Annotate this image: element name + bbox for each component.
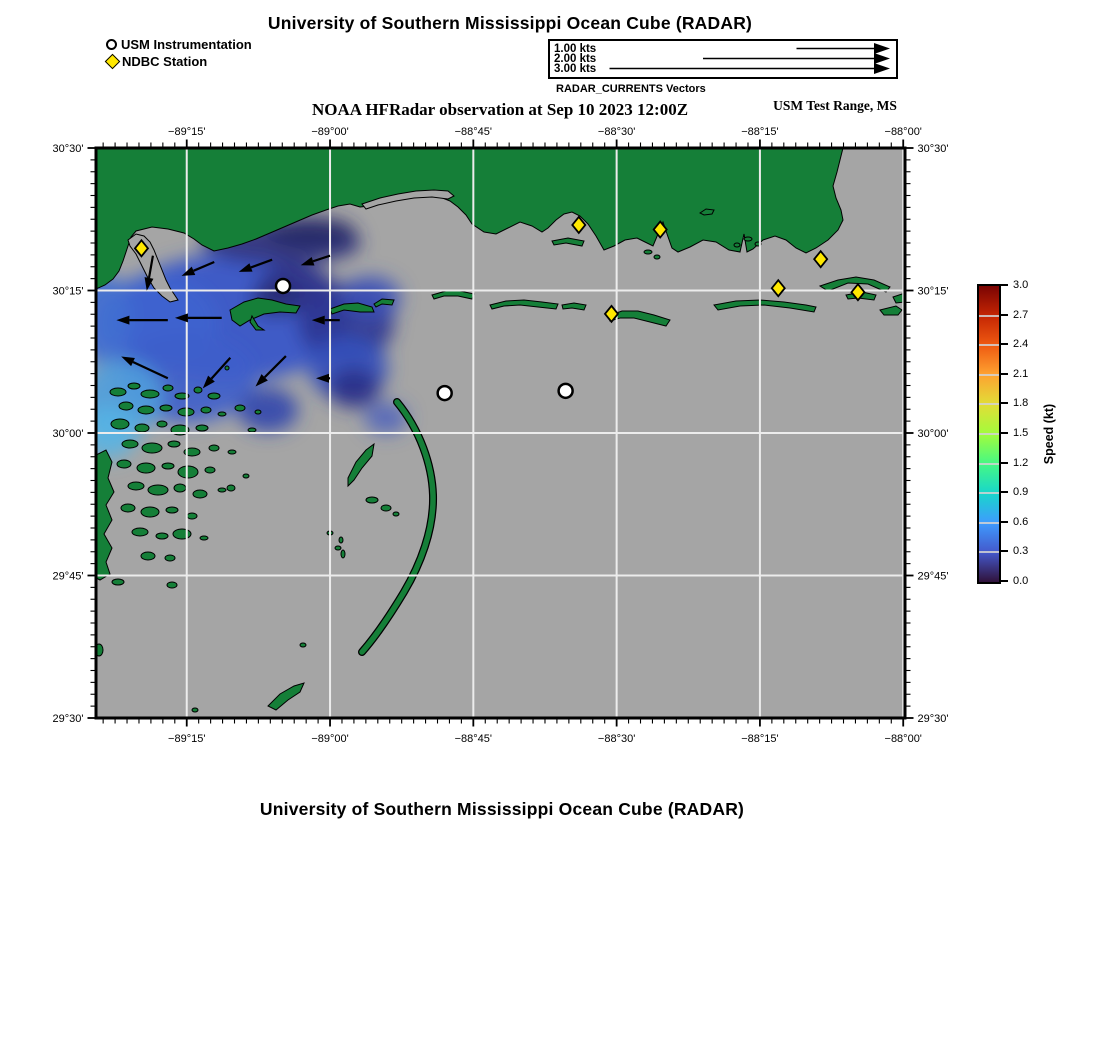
marsh-islet — [110, 388, 126, 396]
lat-label-right: 30°15' — [917, 285, 949, 298]
marsh-islet — [112, 579, 124, 585]
marsh-islet — [196, 425, 208, 431]
colorbar-tick-label: 1.5 — [1013, 427, 1029, 439]
marsh-islet — [117, 460, 131, 468]
colorbar-tick-label: 3.0 — [1013, 279, 1029, 291]
marsh-islet — [141, 390, 159, 398]
marsh-islet — [300, 643, 306, 647]
marsh-islet — [160, 405, 172, 411]
vector-scale-row-2: 2.00 kts — [554, 53, 597, 65]
colorbar-tick — [1001, 284, 1008, 286]
colorbar-tick-label: 2.4 — [1013, 338, 1029, 351]
lon-label-top: −88°30' — [597, 126, 636, 138]
marsh-islet — [225, 366, 229, 370]
figure-title-bottom: University of Southern Mississippi Ocean Cube (RADAR) — [259, 799, 745, 819]
marsh-islet — [138, 406, 154, 414]
colorbar-tick — [1001, 432, 1008, 434]
colorbar-tick-label: 0.3 — [1013, 545, 1029, 558]
marsh-islet — [128, 482, 144, 490]
marsh-islet — [235, 405, 245, 411]
marsh-islet — [192, 708, 198, 712]
speed-patch — [328, 368, 380, 408]
lon-label-top: −88°15' — [741, 126, 779, 138]
lat-label-left: 29°30' — [52, 713, 84, 725]
marsh-islet — [393, 512, 399, 516]
lat-label-left: 30°15' — [52, 285, 84, 298]
lon-label-bottom: −88°45' — [454, 733, 493, 745]
marsh-islet — [366, 497, 378, 503]
colorbar-tick-label: 1.8 — [1013, 397, 1029, 410]
marsh-islet — [228, 450, 236, 454]
marsh-islet — [187, 513, 197, 519]
legend-label-ndbc: NDBC Station — [122, 54, 208, 69]
colorbar-tick — [1001, 580, 1008, 582]
marsh-islet — [162, 463, 174, 469]
usm-instrumentation-marker — [438, 386, 452, 400]
colorbar-separator — [979, 522, 999, 524]
usm-instrumentation-marker — [559, 384, 573, 398]
colorbar-tick — [1001, 550, 1008, 552]
lat-label-right: 29°30' — [917, 713, 949, 725]
colorbar — [977, 284, 1001, 584]
colorbar-separator — [979, 315, 999, 317]
colorbar-tick — [1001, 402, 1008, 404]
legend-label-usm: USM Instrumentation — [121, 37, 252, 52]
marsh-islet — [121, 504, 135, 512]
vector-scale-row-1: 1.00 kts — [554, 43, 597, 55]
marsh-islet — [119, 402, 133, 410]
colorbar-title: Speed (kt) — [1042, 403, 1056, 465]
marsh-islet — [193, 490, 207, 498]
lon-label-bottom: −89°00' — [311, 733, 349, 745]
marsh-islet — [218, 412, 226, 416]
marsh-islet — [157, 421, 167, 427]
colorbar-tick — [1001, 462, 1008, 464]
colorbar-separator — [979, 374, 999, 376]
marsh-islet — [166, 507, 178, 513]
marsh-islet — [227, 485, 235, 491]
colorbar-tick — [1001, 521, 1008, 523]
lon-label-bottom: −88°30' — [597, 733, 636, 745]
marsh-islet — [141, 507, 159, 517]
vector-scale-caption: RADAR_CURRENTS Vectors — [556, 83, 706, 95]
speed-patch — [341, 276, 401, 320]
lat-label-left: 30°00' — [52, 428, 84, 440]
colorbar-tick — [1001, 314, 1008, 316]
colorbar-tick — [1001, 491, 1008, 493]
marsh-islet — [194, 387, 202, 393]
lat-label-right: 30°00' — [917, 428, 949, 440]
marsh-islet — [218, 488, 226, 492]
colorbar-separator — [979, 344, 999, 346]
marsh-islet — [255, 410, 261, 414]
shore-islet — [744, 237, 752, 241]
lon-label-top: −88°45' — [454, 126, 493, 138]
colorbar-tick-label: 0.9 — [1013, 486, 1029, 499]
marsh-islet — [148, 485, 168, 495]
colorbar-tick — [1001, 373, 1008, 375]
colorbar-separator — [979, 433, 999, 435]
speed-patch — [238, 388, 298, 432]
test-range-label: USM Test Range, MS — [773, 98, 897, 113]
marsh-islet — [111, 419, 129, 429]
colorbar-separator — [979, 463, 999, 465]
colorbar-tick-label: 2.7 — [1013, 308, 1029, 321]
marsh-islet — [165, 555, 175, 561]
marsh-islet — [200, 536, 208, 540]
marsh-islet — [132, 528, 148, 536]
marsh-islet — [341, 550, 345, 558]
lon-label-top: −88°00' — [884, 126, 922, 138]
marsh-islet — [205, 467, 215, 473]
lat-label-left: 29°45' — [52, 570, 84, 583]
marsh-islet — [163, 385, 173, 391]
colorbar-tick-label: 2.1 — [1013, 367, 1029, 380]
usm-instrumentation-marker — [276, 279, 290, 293]
colorbar-tick-label: 0.0 — [1013, 575, 1029, 587]
marsh-islet — [128, 383, 140, 389]
lon-label-bottom: −88°00' — [884, 733, 922, 745]
marsh-islet — [209, 445, 219, 451]
marsh-islet — [135, 424, 149, 432]
marsh-islet — [201, 407, 211, 413]
lon-label-top: −89°00' — [311, 126, 349, 138]
marsh-islet — [137, 463, 155, 473]
figure-title-top: University of Southern Mississippi Ocean Cube (RADAR) — [267, 13, 753, 33]
lat-label-left: 30°30' — [52, 143, 84, 155]
vector-scale-row-3: 3.00 kts — [554, 63, 597, 75]
marsh-islet — [248, 428, 256, 432]
marsh-islet — [178, 466, 198, 478]
lat-label-right: 30°30' — [917, 143, 949, 155]
colorbar-tick-label: 0.6 — [1013, 515, 1029, 528]
colorbar-separator — [979, 551, 999, 553]
marsh-islet — [142, 443, 162, 453]
shore-islet — [734, 243, 740, 247]
lat-label-right: 29°45' — [917, 570, 949, 583]
marsh-islet — [174, 484, 186, 492]
marsh-islet — [122, 440, 138, 448]
marsh-islet — [335, 546, 341, 550]
colorbar-separator — [979, 492, 999, 494]
marsh-islet — [208, 393, 220, 399]
colorbar-separator — [979, 403, 999, 405]
marsh-islet — [167, 582, 177, 588]
marsh-islet — [243, 474, 249, 478]
lon-label-top: −89°15' — [168, 126, 206, 138]
shore-islet — [644, 250, 652, 254]
marsh-islet — [381, 505, 391, 511]
lon-label-bottom: −89°15' — [168, 733, 206, 745]
marsh-islet — [339, 537, 343, 543]
marsh-islet — [141, 552, 155, 560]
marsh-islet — [156, 533, 168, 539]
colorbar-tick — [1001, 343, 1008, 345]
shore-islet — [654, 255, 660, 259]
lon-label-bottom: −88°15' — [741, 733, 779, 745]
observation-subtitle: NOAA HFRadar observation at Sep 10 2023 12:00Z — [311, 100, 689, 119]
colorbar-tick-label: 1.2 — [1013, 456, 1029, 469]
marsh-islet — [173, 529, 191, 539]
marsh-islet — [168, 441, 180, 447]
